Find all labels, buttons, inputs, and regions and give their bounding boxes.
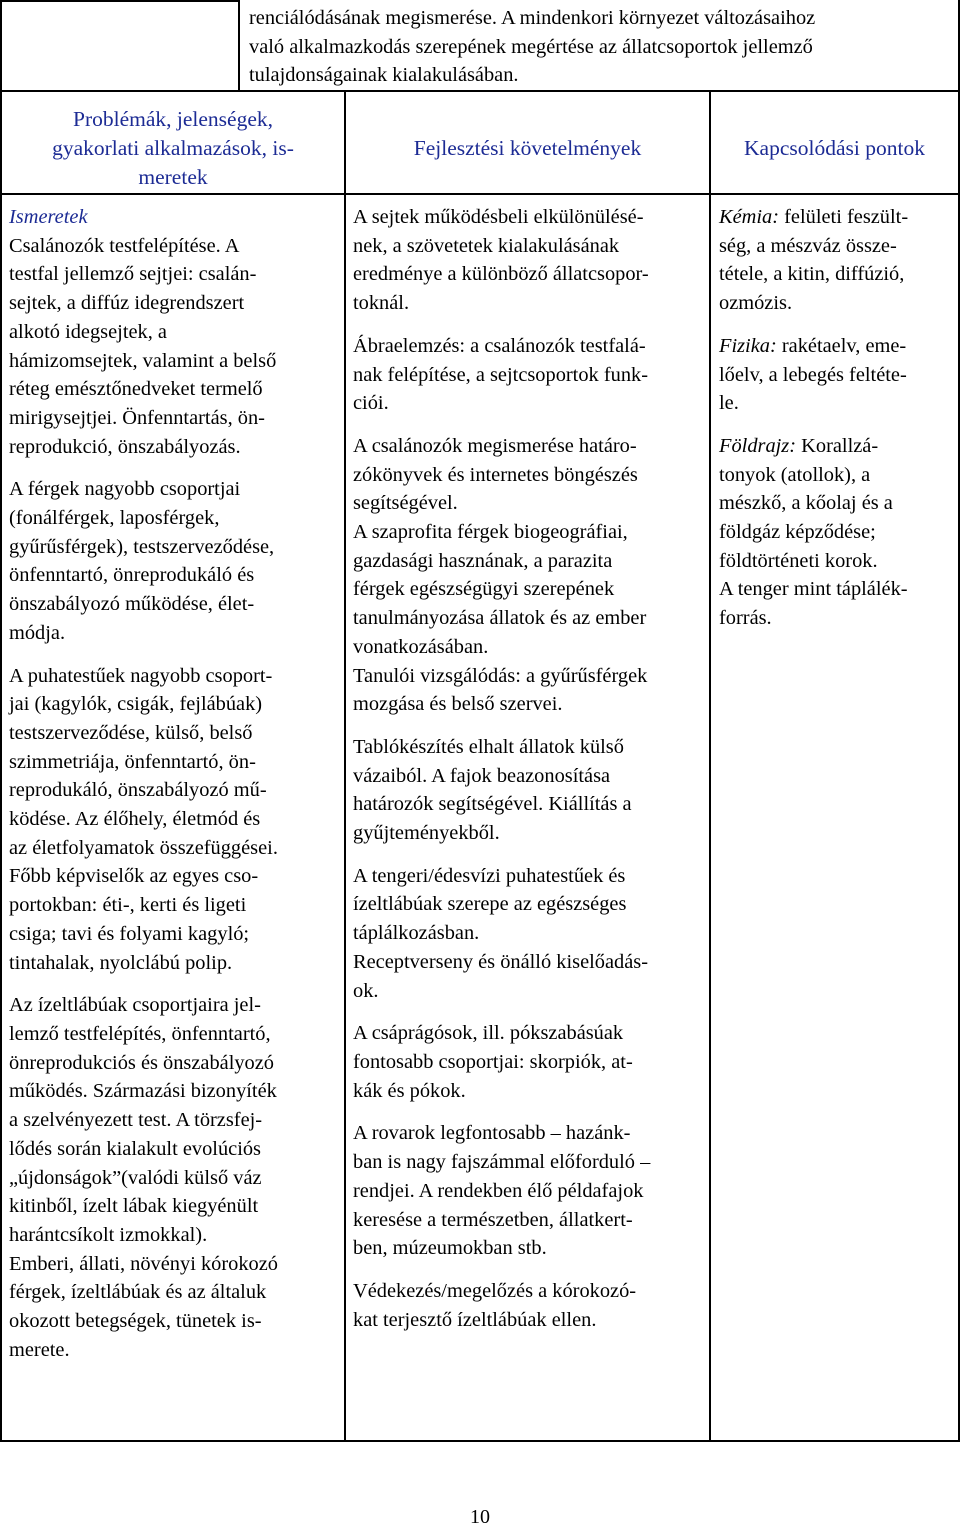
intro-top-border bbox=[240, 0, 960, 2]
col3-content bbox=[719, 203, 908, 633]
col1-paragraph-arthropods: Az ízeltlábúak csoportjaira jel- lemző testfelépítés, önfenntartó, önreprodukciós és önszabályozó működés. Származási bizonyíték a szelvényezett test. A törzsfej- lődés során kialakult evolúciós „újdonságok”(valódi külső váz kitinből, ízelt lábak kiegyénült harántcsíkolt izmokkal). Emberi, állati, növényi kórokozó férgek, ízeltlábúak és az általuk okozott betegségek, tünetek is- merete. bbox=[9, 994, 278, 1361]
intro-text: renciálódásának megismerése. A mindenkori környezet változásaihoz való alkalmazkodás szerepének megértése az állatcsoportok jellemző tulajdonságainak kialakulásában. bbox=[249, 7, 816, 86]
header-col2: Fejlesztési követelmények bbox=[413, 136, 642, 160]
col-divider-2 bbox=[709, 90, 711, 1442]
col2-paragraph-4: Tablókészítés elhalt állatok külső vázaiból. A fajok beazonosítása határozók segítségével. Kiállítás a gyűjteményekből. bbox=[353, 735, 632, 845]
col-divider-1 bbox=[344, 90, 346, 1442]
page-number: 10 bbox=[470, 1506, 490, 1528]
col2-paragraph-8: Védekezés/megelőzés a kórokozó- kat terjesztő ízeltlábúak ellen. bbox=[353, 1279, 637, 1331]
ismeretek-label: Ismeretek bbox=[9, 206, 88, 228]
col3-geography: Földrajz: Korallzá- tonyok (atollok), a mészkő, a kőolaj és a földgáz képződése; földtörténeti korok. A tenger mint táplálék- forrás. bbox=[719, 434, 908, 630]
col1-paragraph-cnidaria: Csalánozók testfelépítése. A testfal jellemző sejtjei: csalán- sejtek, a diffúz idegrendszert alkotó idegsejtek, a hámizomsejtek, valamint a belső réteg emésztőnedveket termelő mirigysejtjei. Önfenntartás, ön- reprodukció, önszabályozás. bbox=[9, 234, 277, 458]
col2-content bbox=[353, 203, 650, 1334]
col2-paragraph-5: A tengeri/édesvízi puhatestűek és ízeltlábúak szerepe az egészséges táplálkozásban. Receptverseny és önálló kiselőadás- ok. bbox=[353, 864, 648, 1002]
header-col1: Problémák, jelenségek, gyakorlati alkalmazások, is- meretek bbox=[52, 107, 294, 189]
header-cell-top-left bbox=[0, 0, 240, 92]
col1-content bbox=[9, 203, 278, 1364]
col2-paragraph-1: A sejtek működésbeli elkülönülésé- nek, a szövetetek kialakulásának eredménye a különböző állatcsopor- toknál. bbox=[353, 206, 649, 315]
col2-paragraph-3: A csalánozók megismerése határo- zókönyvek és internetes böngészés segítségével. A szaprofita férgek biogeográfiai, gazdasági hasznának, a parazita férgek egészségügyi szerepének tanulmányozása állatok és az ember vonatkozásában. Tanulói vizsgálódás: a gyűrűsférgek mozgása és belső szervei. bbox=[353, 434, 648, 716]
col1-paragraph-worms: A férgek nagyobb csoportjai (fonálférgek, laposférgek, gyűrűsférgek), testszerveződése, önfenntartó, önreprodukáló és önszabályozó működése, élet- módja. bbox=[9, 478, 275, 644]
col3-chemistry: Kémia: felületi feszült- ség, a mészváz össze- tétele, a kitin, diffúzió, ozmózis. bbox=[719, 206, 909, 315]
col2-paragraph-7: A rovarok legfontosabb – hazánk- ban is nagy fajszámmal előforduló – rendjei. A rendekben élő példafajok keresése a természetben, állatkert- ben, múzeumokban stb. bbox=[353, 1122, 651, 1260]
col2-paragraph-6: A csáprágósok, ill. pókszabásúak fontosabb csoportjai: skorpiók, at- kák és pókok. bbox=[353, 1022, 633, 1102]
col2-paragraph-2: Ábraelemzés: a csalánozók testfalá- nak felépítése, a sejtcsoportok funk- ciói. bbox=[353, 334, 648, 415]
header-col3: Kapcsolódási pontok bbox=[744, 136, 925, 160]
col3-physics: Fizika: rakétaelv, eme- lőelv, a lebegés feltéte- le. bbox=[719, 334, 907, 415]
col1-paragraph-molluscs: A puhatestűek nagyobb csoport- jai (kagylók, csigák, fejlábúak) testszerveződése, külső, belső szimmetriája, önfenntartó, ön- reprodukáló, önszabályozó mű- ködése. Az élőhely, életmód és az életfolyamatok összefüggései. Főbb képviselők az egyes cso- portokban: éti-, kerti és ligeti csiga; tavi és folyami kagyló; tintahalak, nyolclábú polip. bbox=[9, 664, 278, 974]
header-divider bbox=[0, 193, 960, 195]
